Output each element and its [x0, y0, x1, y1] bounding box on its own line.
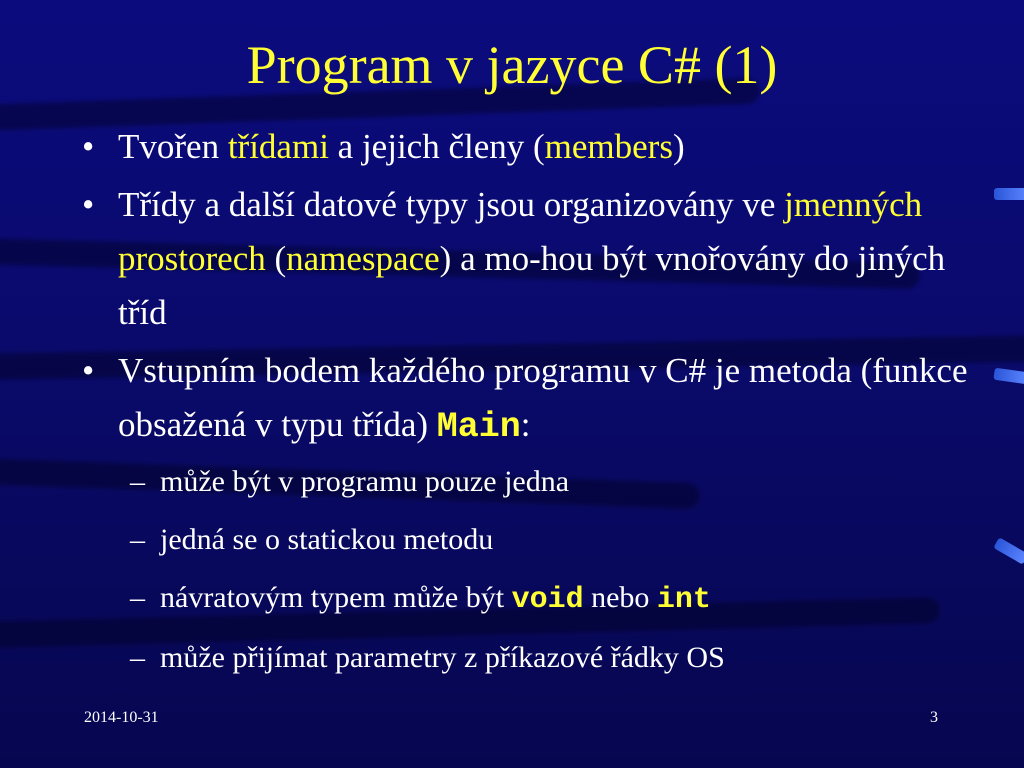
sub-bullet-item — [78, 640, 984, 676]
footer-date: 2014-10-31 — [84, 709, 159, 726]
code-term: Main — [436, 407, 521, 447]
bullet-glyph: • — [82, 127, 95, 166]
bullet-glyph: • — [82, 185, 95, 224]
bullet-text: Třídy a další datové typy jsou organizovány ve — [118, 185, 785, 224]
page-number: 3 — [930, 709, 938, 726]
slide-content — [78, 120, 984, 698]
bullet-text: Vstupním bodem každého programu v C# je metoda (funkce obsažená v typu třída) — [118, 351, 968, 444]
bullet-text: : — [520, 405, 531, 444]
bullet-text: ( — [265, 239, 287, 278]
bullet-text: Tvořen — [118, 127, 228, 166]
dash-glyph: – — [130, 641, 145, 674]
dash-glyph: – — [130, 581, 145, 614]
highlight-term: namespace — [286, 239, 440, 278]
code-term: void — [511, 583, 584, 617]
bullet-glyph: • — [82, 351, 95, 390]
sub-bullet-item — [78, 580, 984, 618]
decorative-right-mark — [993, 537, 1024, 564]
sub-bullet-text: návratovým typem může být — [160, 581, 512, 614]
bullet-item — [78, 344, 984, 454]
highlight-term: třídami — [227, 127, 329, 166]
sub-bullet-item — [78, 522, 984, 558]
sub-bullet-text: nebo — [583, 581, 657, 614]
bullet-text: ) — [672, 127, 685, 166]
sub-bullet-text: jedná se o statickou metodu — [160, 523, 494, 556]
code-term: int — [656, 583, 711, 617]
bullet-text: a jejich členy ( — [328, 127, 545, 166]
bullet-item — [78, 178, 984, 340]
sub-bullet-text: může být v programu pouze jedna — [160, 465, 570, 498]
bullet-text: ) a mo-hou být vnořovány do jiných tříd — [118, 239, 946, 332]
decorative-right-mark — [994, 188, 1024, 200]
highlight-term: members — [544, 127, 673, 166]
bullet-item — [78, 120, 984, 174]
highlight-term: jmenných prostorech — [118, 185, 923, 278]
sub-bullet-text: může přijímat parametry z příkazové řádky OS — [160, 641, 725, 674]
dash-glyph: – — [130, 523, 145, 556]
slide-title: Program v jazyce C# (1) — [246, 35, 778, 95]
decorative-right-mark — [993, 368, 1024, 385]
sub-bullet-item — [78, 464, 984, 500]
dash-glyph: – — [130, 465, 145, 498]
